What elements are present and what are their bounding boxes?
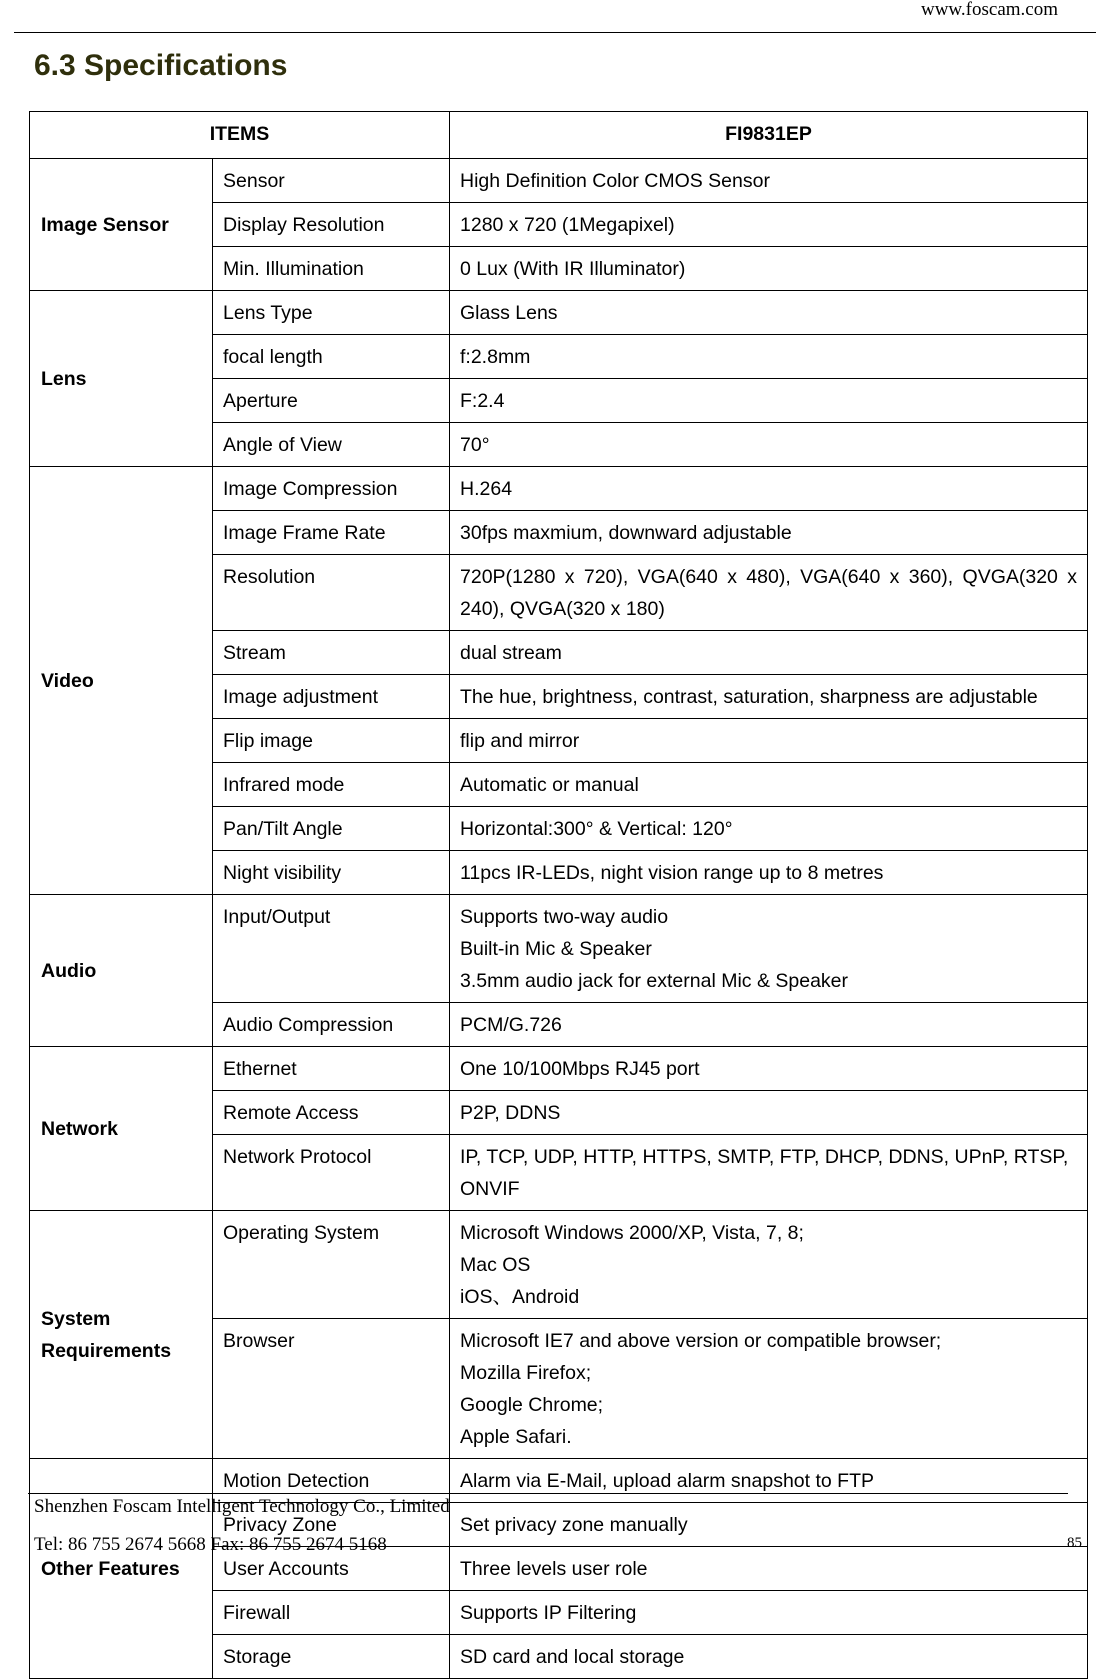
spec-item: Night visibility <box>213 851 450 895</box>
group-label: System Requirements <box>30 1211 213 1459</box>
spec-value-line: 3.5mm audio jack for external Mic & Speaker <box>460 970 849 992</box>
spec-item: Image adjustment <box>213 675 450 719</box>
spec-value: Glass Lens <box>450 291 1088 335</box>
spec-item: Audio Compression <box>213 1003 450 1047</box>
spec-item: Privacy Zone <box>213 1503 450 1547</box>
spec-value-line: iOS、Android <box>460 1286 580 1308</box>
footer-contact: Tel: 86 755 2674 5668 Fax: 86 755 2674 5168 <box>34 1534 387 1555</box>
group-label: Other Features <box>30 1459 213 1679</box>
column-header-model: FI9831EP <box>450 112 1088 159</box>
group-label: Image Sensor <box>30 159 213 291</box>
spec-value: Set privacy zone manually <box>450 1503 1088 1547</box>
spec-item: Aperture <box>213 379 450 423</box>
spec-value: Horizontal:300° & Vertical: 120° <box>450 807 1088 851</box>
header-rule <box>14 32 1096 33</box>
spec-value: Alarm via E-Mail, upload alarm snapshot to FTP <box>450 1459 1088 1503</box>
spec-value: F:2.4 <box>450 379 1088 423</box>
spec-item: Operating System <box>213 1211 450 1319</box>
spec-value-line: Google Chrome; <box>460 1394 604 1416</box>
spec-value-line: Mac OS <box>460 1254 531 1276</box>
table-row <box>30 1211 1088 1319</box>
spec-value: H.264 <box>450 467 1088 511</box>
spec-value: 70° <box>450 423 1088 467</box>
spec-value: High Definition Color CMOS Sensor <box>450 159 1088 203</box>
spec-value: 720P(1280 x 720), VGA(640 x 480), VGA(640 x 360), QVGA(320 x 240), QVGA(320 x 180) <box>450 555 1088 631</box>
spec-value-line: Supports two-way audio <box>460 906 669 928</box>
header-url: www.foscam.com <box>920 0 1058 20</box>
spec-item: Firewall <box>213 1591 450 1635</box>
spec-item: Storage <box>213 1635 450 1679</box>
group-label: Audio <box>30 895 213 1047</box>
table-row <box>30 467 1088 511</box>
page-title: 6.3 Specifications <box>34 49 288 82</box>
spec-value-line: Microsoft IE7 and above version or compatible browser; <box>460 1330 942 1352</box>
table-row <box>30 159 1088 203</box>
spec-value: 1280 x 720 (1Megapixel) <box>450 203 1088 247</box>
spec-value: 0 Lux (With IR Illuminator) <box>450 247 1088 291</box>
spec-value-line: Built-in Mic & Speaker <box>460 938 652 960</box>
spec-value: f:2.8mm <box>450 335 1088 379</box>
table-row <box>30 1047 1088 1091</box>
spec-item: Ethernet <box>213 1047 450 1091</box>
spec-item: Flip image <box>213 719 450 763</box>
specifications-table <box>29 111 1088 1679</box>
spec-item: User Accounts <box>213 1547 450 1591</box>
spec-value: P2P, DDNS <box>450 1091 1088 1135</box>
spec-value: flip and mirror <box>450 719 1088 763</box>
spec-item: Image Compression <box>213 467 450 511</box>
spec-item: Network Protocol <box>213 1135 450 1211</box>
spec-item: Remote Access <box>213 1091 450 1135</box>
spec-value-line: Apple Safari. <box>460 1426 572 1448</box>
spec-value: Automatic or manual <box>450 763 1088 807</box>
group-label: Lens <box>30 291 213 467</box>
spec-value: 30fps maxmium, downward adjustable <box>450 511 1088 555</box>
spec-value <box>450 895 1088 1003</box>
column-header-items: ITEMS <box>30 112 450 159</box>
spec-item: Sensor <box>213 159 450 203</box>
spec-value <box>450 1319 1088 1459</box>
spec-value: Supports IP Filtering <box>450 1591 1088 1635</box>
spec-item: Stream <box>213 631 450 675</box>
spec-item: Browser <box>213 1319 450 1459</box>
table-row <box>30 895 1088 1003</box>
group-label: Network <box>30 1047 213 1211</box>
spec-value: IP, TCP, UDP, HTTP, HTTPS, SMTP, FTP, DHCP, DDNS, UPnP, RTSP, ONVIF <box>450 1135 1088 1211</box>
spec-item: Infrared mode <box>213 763 450 807</box>
spec-item: Motion Detection <box>213 1459 450 1503</box>
spec-item: Lens Type <box>213 291 450 335</box>
spec-value: One 10/100Mbps RJ45 port <box>450 1047 1088 1091</box>
table-header-row <box>30 112 1088 159</box>
footer-company: Shenzhen Foscam Intelligent Technology Co., Limited <box>34 1496 450 1517</box>
spec-value: 11pcs IR-LEDs, night vision range up to 8 metres <box>450 851 1088 895</box>
table-body <box>30 159 1088 1679</box>
spec-value: SD card and local storage <box>450 1635 1088 1679</box>
spec-value: Three levels user role <box>450 1547 1088 1591</box>
spec-item: Image Frame Rate <box>213 511 450 555</box>
spec-item: Min. Illumination <box>213 247 450 291</box>
spec-item: Angle of View <box>213 423 450 467</box>
spec-item: Display Resolution <box>213 203 450 247</box>
table-row <box>30 291 1088 335</box>
spec-value: dual stream <box>450 631 1088 675</box>
spec-item: Resolution <box>213 555 450 631</box>
spec-item: Input/Output <box>213 895 450 1003</box>
spec-value-line: Mozilla Firefox; <box>460 1362 592 1384</box>
spec-value <box>450 1211 1088 1319</box>
spec-value-line: Microsoft Windows 2000/XP, Vista, 7, 8; <box>460 1222 804 1244</box>
spec-item: Pan/Tilt Angle <box>213 807 450 851</box>
spec-item: focal length <box>213 335 450 379</box>
spec-value: PCM/G.726 <box>450 1003 1088 1047</box>
group-label: Video <box>30 467 213 895</box>
spec-value: The hue, brightness, contrast, saturation, sharpness are adjustable <box>450 675 1088 719</box>
footer-rule <box>28 1493 1068 1494</box>
page-number: 85 <box>1067 1535 1082 1551</box>
